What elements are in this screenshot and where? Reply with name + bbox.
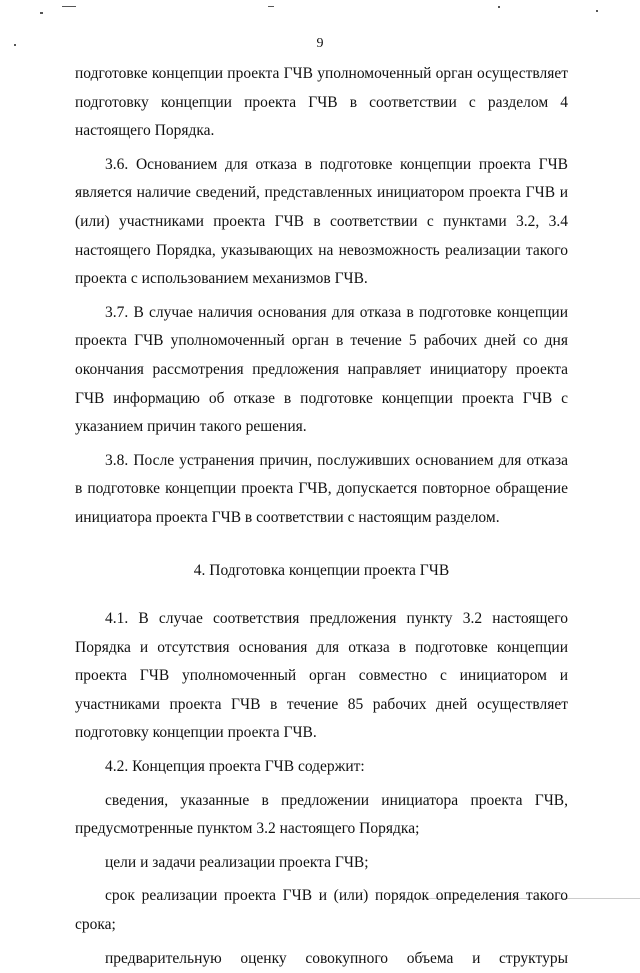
scan-artifact-mark bbox=[62, 6, 76, 7]
paragraph-4-1: 4.1. В случае соответствия предложения пункту 3.2 настоящего Порядка и отсутствия основания для отказа в подготовке концепции проекта ГЧВ уполномоченный орган совместно с инициатором и участниками проекта ГЧВ в течение 85 рабочих дней осуществляет подготовку концепции проекта ГЧВ. bbox=[75, 610, 568, 742]
scan-artifact-mark bbox=[498, 6, 500, 8]
list-item-estimate: предварительную оценку совокупного объема и структуры bbox=[105, 949, 568, 967]
paragraph-3-7: 3.7. В случае наличия основания для отказа в подготовке концепции проекта ГЧВ уполномоченный орган в течение 5 рабочих дней со дня окончания рассмотрения предложения направляет инициатору проекта ГЧВ информацию об отказе в подготовке концепции проекта ГЧВ с указанием причин такого решения. bbox=[75, 303, 568, 436]
list-item-info: сведения, указанные в предложении инициатора проекта ГЧВ, предусмотренные пунктом 3.2 настоящего Порядка; bbox=[75, 791, 568, 838]
paragraph-3-8: 3.8. После устранения причин, послуживших основанием для отказа в подготовке концепции проекта ГЧВ, допускается повторное обращение инициатора проекта ГЧВ в соответствии с настоящим разделом. bbox=[75, 451, 568, 526]
paragraph-3-6: 3.6. Основанием для отказа в подготовке концепции проекта ГЧВ является наличие сведений, представленных инициатором проекта ГЧВ и (или) участниками проекта ГЧВ в соответствии с пунктами 3.2, 3.4 настоящего Порядка, указывающих на невозможность реализации такого проекта с использованием механизмов ГЧВ. bbox=[75, 155, 568, 288]
scan-artifact-mark bbox=[596, 10, 598, 12]
section-4-heading: 4. Подготовка концепции проекта ГЧВ bbox=[193, 561, 450, 579]
page-number: 9 bbox=[316, 36, 324, 51]
scan-artifact-mark bbox=[40, 12, 43, 14]
paragraph-continuation: подготовке концепции проекта ГЧВ уполномоченный орган осуществляет подготовку концепции проекта ГЧВ в соответствии с разделом 4 настоящего Порядка. bbox=[75, 65, 568, 140]
list-item-goals: цели и задачи реализации проекта ГЧВ; bbox=[105, 853, 369, 871]
list-item-term: срок реализации проекта ГЧВ и (или) порядок определения такого срока; bbox=[75, 887, 568, 934]
scan-artifact-mark bbox=[268, 6, 274, 7]
paragraph-4-2: 4.2. Концепция проекта ГЧВ содержит: bbox=[105, 758, 365, 776]
document-body bbox=[75, 60, 568, 973]
